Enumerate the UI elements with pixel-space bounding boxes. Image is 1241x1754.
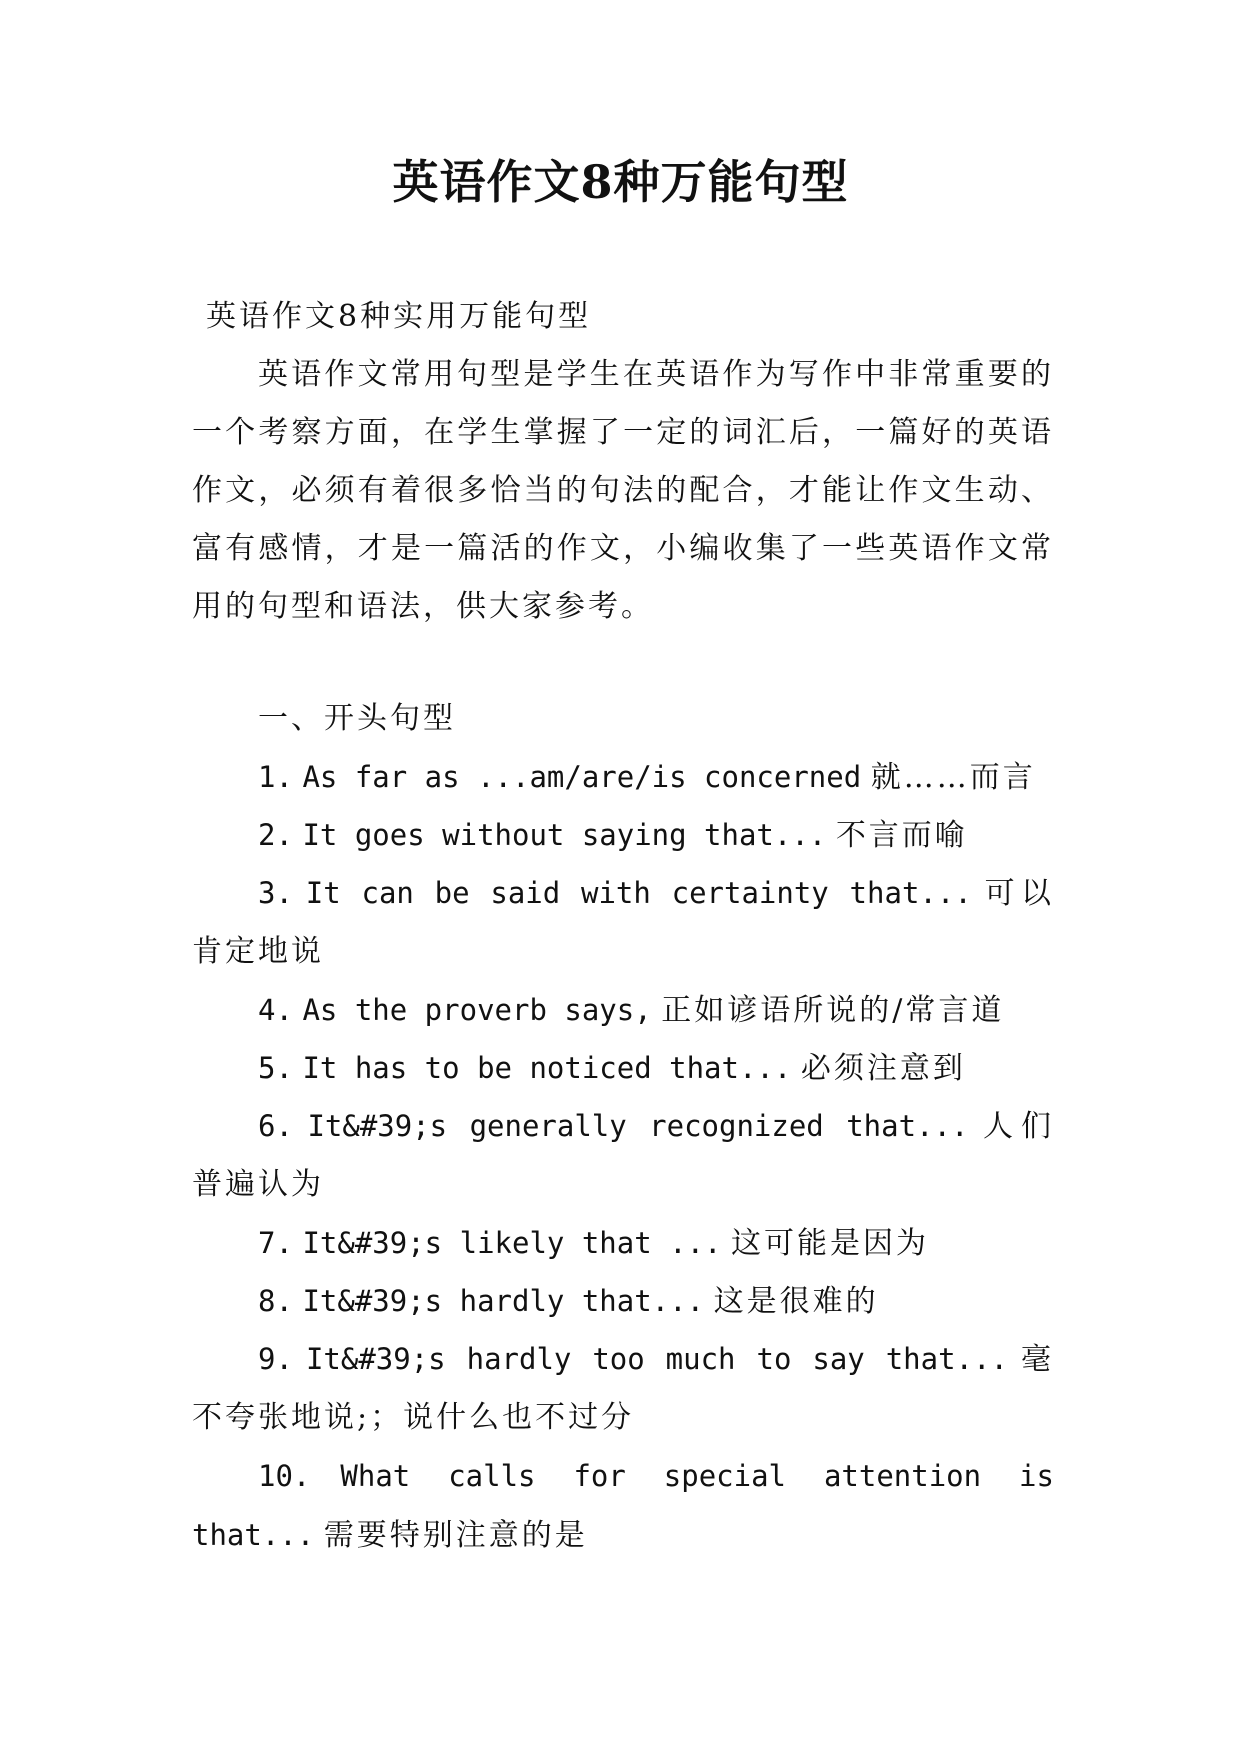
item-chinese: 需要特别注意的是 [323, 1518, 588, 1553]
list-item [192, 864, 1054, 981]
item-english: As the proverb says, [302, 993, 652, 1027]
item-chinese: 正如谚语所说的/常言道 [661, 993, 1005, 1028]
item-english: What calls for special attention is that... [192, 1459, 1054, 1552]
item-english: As far as ...am/are/is concerned [302, 760, 862, 794]
section-heading: 一、开头句型 [258, 701, 456, 736]
item-chinese: 这可能是因为 [731, 1226, 930, 1261]
item-chinese: 人们普遍认为 [192, 1109, 1054, 1202]
list-item [192, 1097, 1054, 1214]
paragraph-spacer [192, 636, 1054, 690]
item-number: 5. [258, 1051, 293, 1085]
item-number: 3. [258, 876, 293, 910]
item-number: 1. [258, 760, 293, 794]
list-item [192, 1330, 1054, 1447]
item-english: It has to be noticed that... [302, 1051, 792, 1085]
list-item [192, 1272, 1054, 1330]
item-number: 4. [258, 993, 293, 1027]
list-item [192, 748, 1054, 806]
document-body [192, 288, 1054, 1565]
item-number: 7. [258, 1226, 293, 1260]
item-english: It&#39;s hardly that... [302, 1284, 705, 1318]
item-english: It can be said with certainty that... [305, 876, 972, 910]
item-chinese: 可以肯定地说 [192, 876, 1054, 969]
item-number: 6. [258, 1109, 293, 1143]
item-number: 9. [258, 1342, 293, 1376]
item-chinese: 毫不夸张地说;；说什么也不过分 [192, 1342, 1054, 1435]
document-subtitle: 英语作文8种实用万能句型 [206, 299, 592, 334]
item-chinese: 这是很难的 [713, 1284, 879, 1319]
item-number: 8. [258, 1284, 293, 1318]
list-item [192, 1447, 1054, 1565]
intro-paragraph: 英语作文常用句型是学生在英语作为写作中非常重要的一个考察方面，在学生掌握了一定的词汇后，一篇好的英语作文，必须有着很多恰当的句法的配合，才能让作文生动、富有感情，才是一篇活的作文，小编收集了一些英语作文常用的句型和语法，供大家参考。 [192, 357, 1054, 624]
item-chinese: 不言而喻 [835, 818, 968, 853]
item-number: 10. [258, 1459, 311, 1493]
item-number: 2. [258, 818, 293, 852]
list-item [192, 981, 1054, 1039]
document-title: 英语作文8种万能句型 [392, 155, 849, 209]
item-english: It&#39;s likely that ... [302, 1226, 722, 1260]
item-english: It&#39;s generally recognized that... [307, 1109, 969, 1143]
list-item [192, 1214, 1054, 1272]
item-chinese: 必须注意到 [800, 1051, 966, 1086]
list-item [192, 1039, 1054, 1097]
item-english: It&#39;s hardly too much to say that... [305, 1342, 1008, 1376]
list-item [192, 806, 1054, 864]
item-english: It goes without saying that... [302, 818, 827, 852]
item-chinese: 就……而言 [870, 760, 1036, 795]
